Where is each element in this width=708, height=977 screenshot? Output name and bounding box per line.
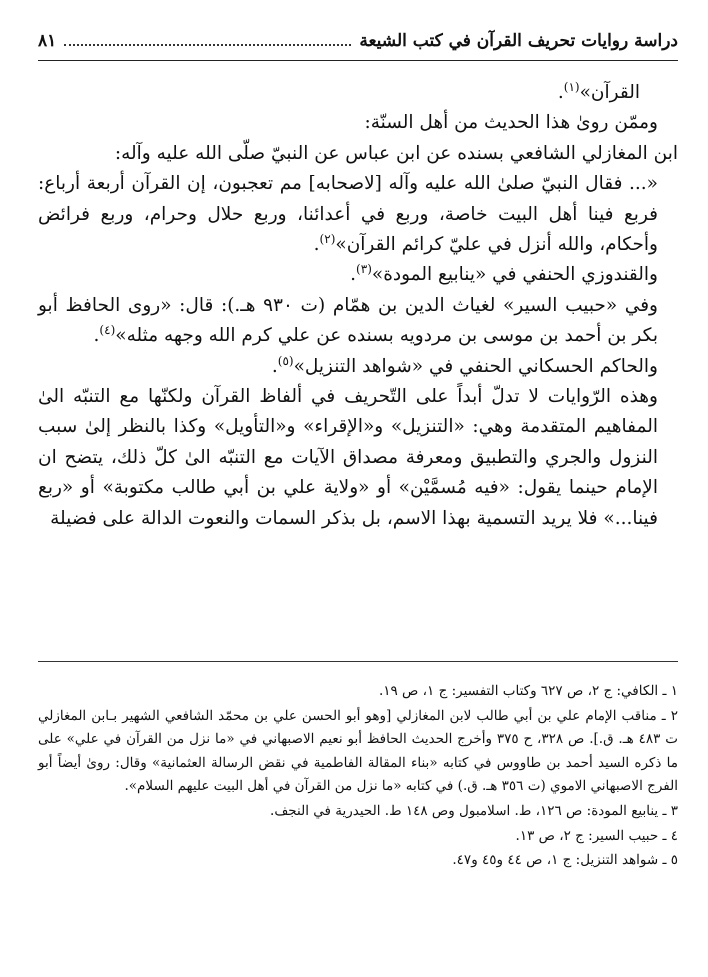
book-page — [38, 20, 678, 960]
paragraph-1-end: . — [557, 82, 564, 103]
paragraph-7 — [38, 352, 678, 382]
paragraph-6-end: . — [93, 325, 100, 347]
footnote-ref-5: (٥) — [277, 353, 294, 368]
paragraph-1 — [38, 78, 678, 108]
quoted-hadith — [38, 169, 678, 260]
footnote-ref-1: (١) — [563, 79, 580, 94]
paragraph-7-text: والحاكم الحسكاني الحنفي في «شواهد التنزيل» — [293, 355, 658, 377]
leader-dots — [64, 30, 351, 46]
paragraph-2: وممّن روىٰ هذا الحديث من أهل السنّة: — [364, 112, 658, 134]
footnote-ref-3: (٣) — [356, 262, 372, 277]
footnote-2: ٢ ـ مناقب الإمام علي بن أبي طالب لابن المغازلي [وهو أبو الحسن علي بن محمّد الشافعي الشهير بـابن المغازلي ت ٤٨٣ هـ. ق.]. ص ٣٢٨، ح ٣٧٥ وأخرج الحديث الحافظ أبو نعيم الاصبهاني في «ما نزل من القرآن في علي» على ما ذكره السيد أحمد بن طاووس في كتابه «بناء المقالة الفاطمية في نقض الرسالة العثمانية» وقال: روىٰ أيضاً أبو الفرج الاصبهاني الاموي (ت ٣٥٦ هـ. ق.) في كتابه «ما نزل من القرآن في أهل البيت عليهم السلام». — [38, 707, 678, 795]
paragraph-3: ابن المغازلي الشافعي بسنده عن ابن عباس عن النبيّ صلّى الله عليه وآله: — [114, 142, 678, 164]
quoted-hadith-text: «... فقال النبيّ صلىٰ الله عليه وآله [لاصحابه] مم تعجبون، إن القرآن أربعة أرباع: فربع فينا أهل البيت خاصة، وربع في أعدائنا، وربع حلال وحرام، وربع فرائض وأحكام، والله أنزل في عليّ كرائم القرآن» — [38, 173, 658, 256]
main-text — [38, 78, 678, 534]
paragraph-1-text: القرآن» — [579, 82, 640, 103]
footnote-1: ١ ـ الكافي: ج ٢، ص ٦٢٧ وكتاب التفسير: ج ١، ص ١٩. — [378, 683, 678, 699]
header-rule — [38, 60, 678, 61]
footnote-3: ٣ ـ ينابيع المودة: ص ١٢٦، ط. اسلامبول وص ١٤٨ ط. الحيدرية في النجف. — [270, 802, 678, 819]
paragraph-5-text: والقندوزي الحنفي في «ينابيع المودة» — [371, 264, 658, 286]
footnote-ref-2: (٢) — [319, 231, 336, 246]
page-number: ٨١ — [38, 31, 57, 51]
paragraph-6 — [38, 291, 678, 352]
running-title: دراسة روايات تحريف القرآن في كتب الشيعة — [359, 31, 678, 51]
footnote-5: ٥ ـ شواهد التنزيل: ج ١، ص ٤٤ و٤٥ و٤٧. — [452, 852, 678, 869]
footnote-ref-4: (٤) — [99, 323, 116, 338]
quoted-hadith-end: . — [313, 234, 320, 256]
paragraph-5-end: . — [350, 264, 357, 286]
footnote-separator — [38, 661, 678, 662]
running-header — [38, 30, 678, 56]
footnote-4: ٤ ـ حبيب السير: ج ٢، ص ١٣. — [515, 827, 678, 844]
paragraph-8: وهذه الرّوايات لا تدلّ أبداً على التّحريف في ألفاظ القرآن ولكنّها مع التنبّه الىٰ المفاهيم المتقدمة وهي: «التنزيل» و«الإقراء» و«التأويل» وكذا بالنظر إلىٰ سبب النزول والجري والتطبيق ومعرفة مصداق الآيات مع التنبّه الىٰ كلّ ذلك، يتضح ان الإمام حينما يقول: «فيه مُسمَّيْن» أو «ولاية علي بن أبي طالب مكتوبة» أو «ربع فينا...» فلا يريد التسمية بهذا الاسم، بل بذكر السمات والنعوت الدالة على فضيلة — [38, 386, 658, 529]
paragraph-6-text: وفي «حبيب السير» لغياث الدين بن همّام (ت ٩٣٠ هـ.): قال: «روى الحافظ أبو بكر بن أحمد بن موسى بن مردويه بسنده عن علي كرم الله وجهه مثله» — [38, 294, 658, 347]
footnotes — [38, 680, 678, 874]
paragraph-5 — [38, 260, 678, 290]
paragraph-7-end: . — [271, 355, 278, 377]
